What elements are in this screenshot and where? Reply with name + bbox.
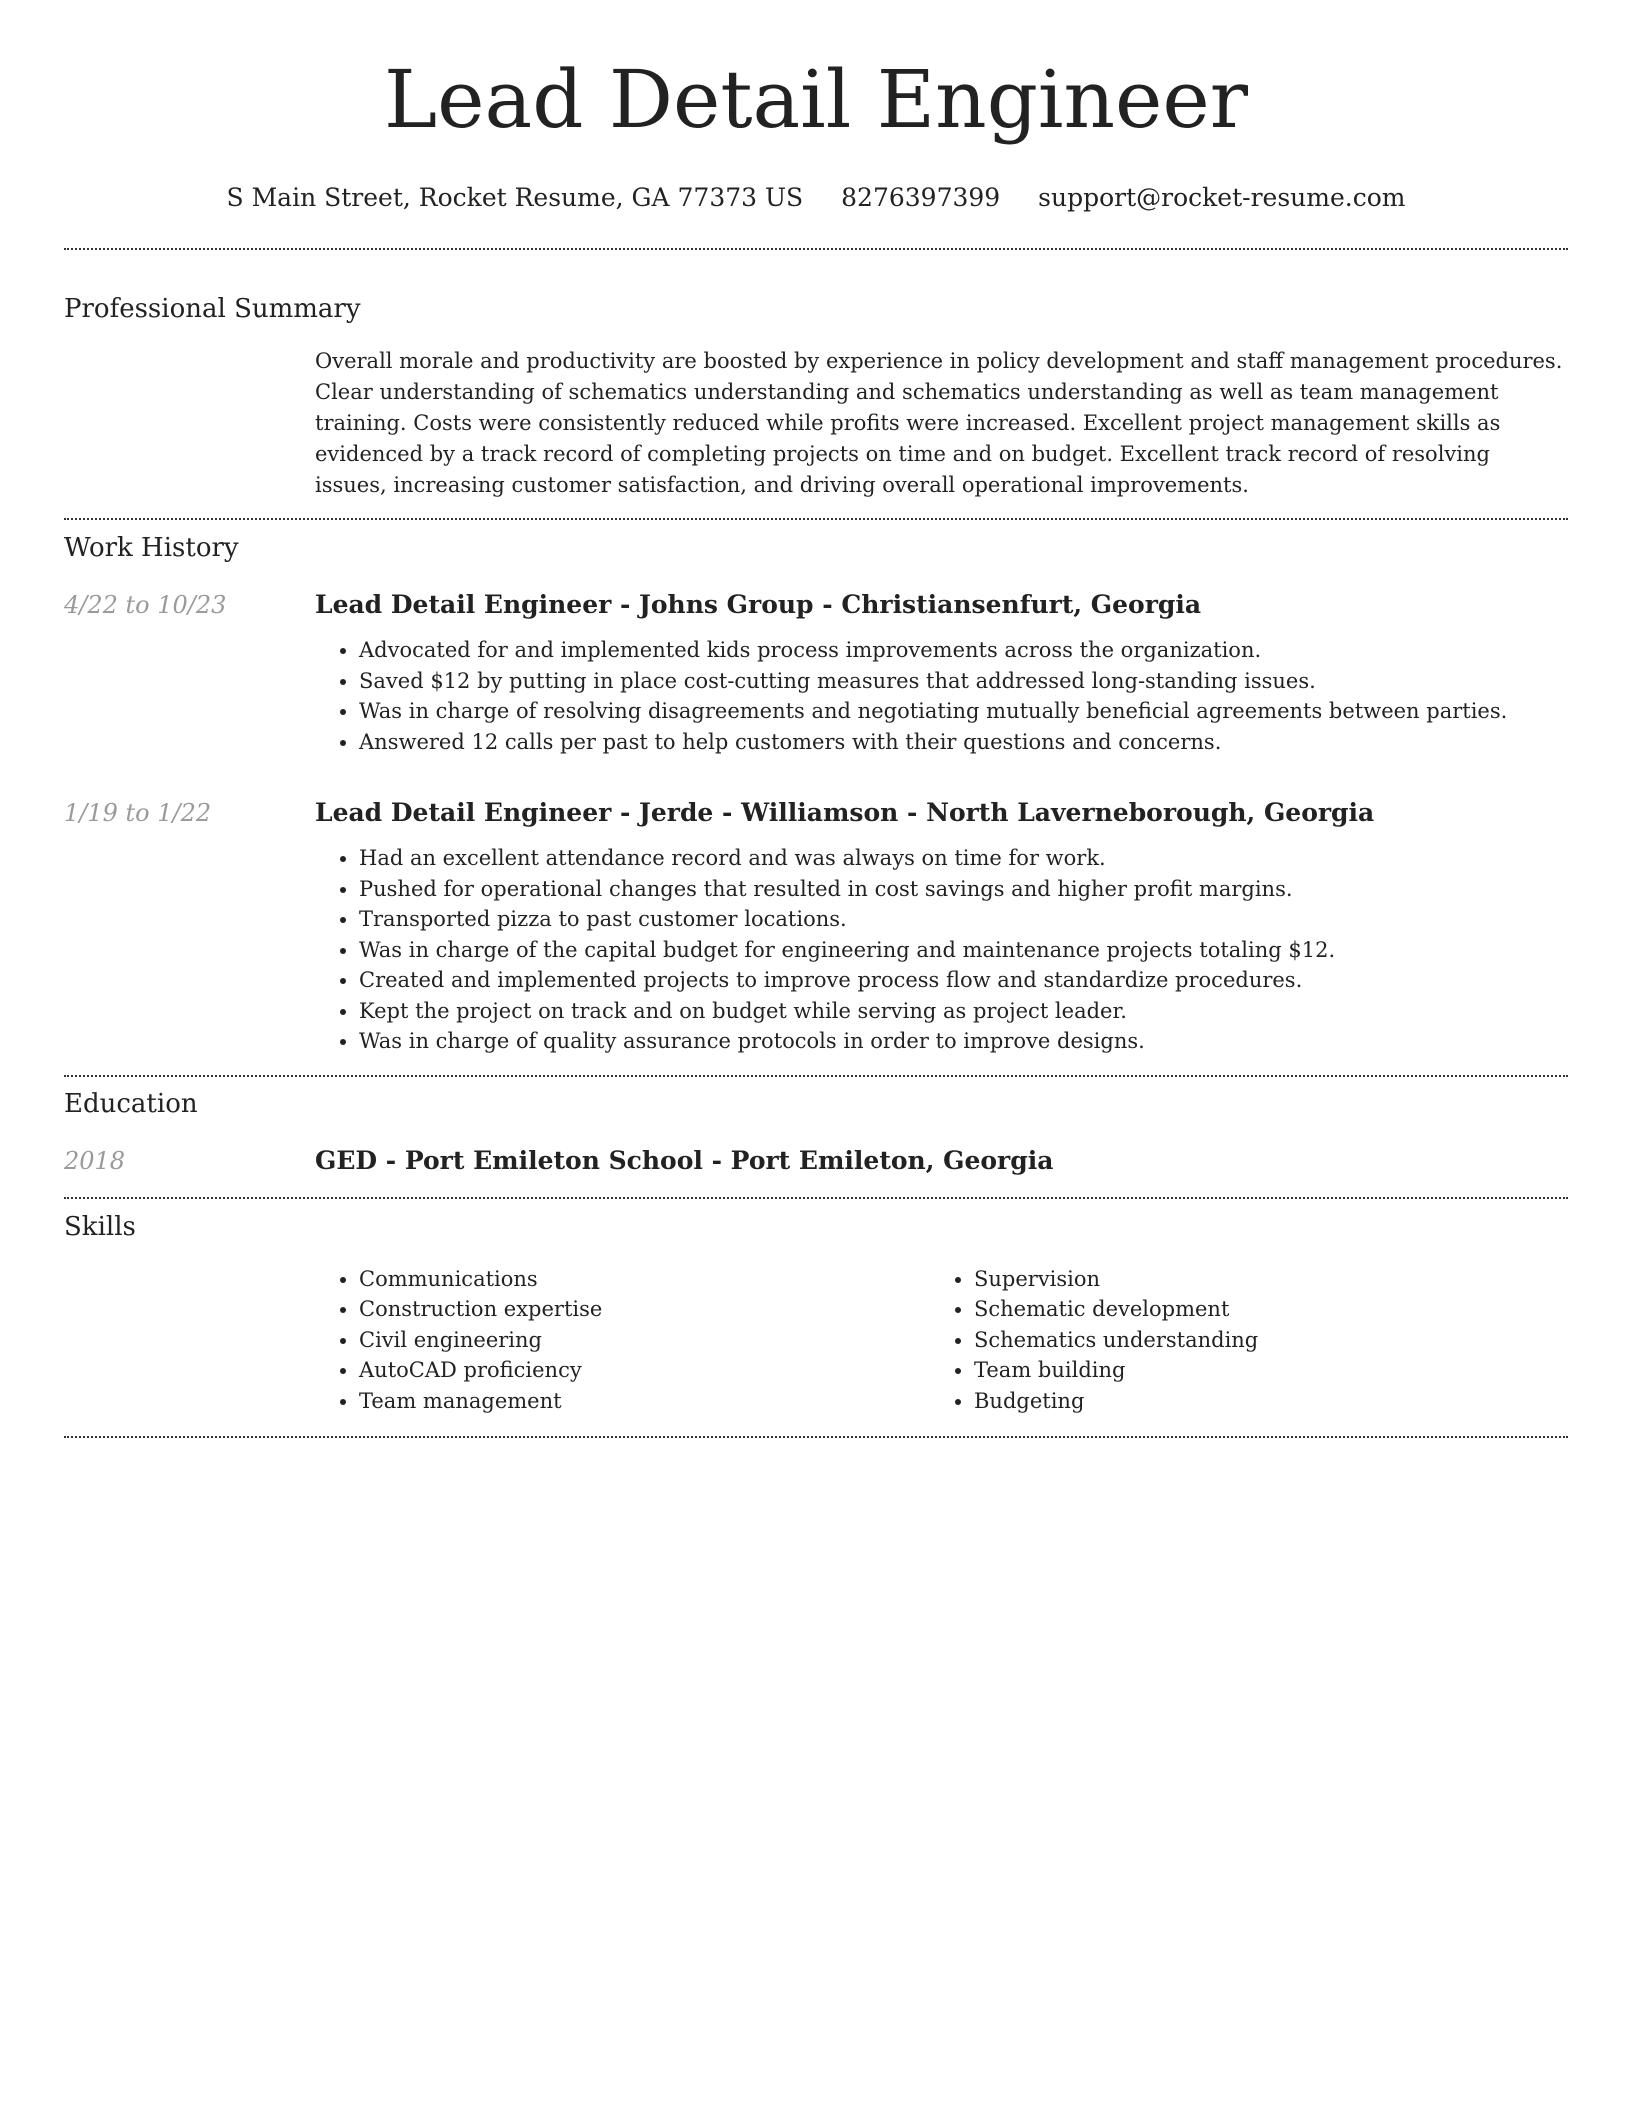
list-item: • Schematic development [974,1294,1545,1325]
list-item: • Pushed for operational changes that resulted in cost savings and higher profit margins. [359,874,1568,905]
work-entry-body [315,797,1568,1057]
list-item: • Answered 12 calls per past to help customers with their questions and concerns. [359,727,1568,758]
resume-page [64,0,1568,1438]
divider [64,248,1568,250]
list-item: • Communications [359,1264,930,1295]
list-item: • Was in charge of resolving disagreements and negotiating mutually beneficial agreements between parties. [359,696,1568,727]
section-title-summary: Professional Summary [64,294,361,324]
list-item: • Construction expertise [359,1294,930,1325]
list-item: • Team management [359,1386,930,1417]
work-entry-bullets [315,843,1568,1057]
skills-list-left [315,1264,930,1417]
list-item: • Schematics understanding [974,1325,1545,1356]
list-item: • Civil engineering [359,1325,930,1356]
divider [64,518,1568,520]
list-item: • Created and implemented projects to improve process flow and standardize procedures. [359,965,1568,996]
work-entry-body [315,589,1568,757]
work-entry [64,797,1568,1057]
divider [64,1436,1568,1438]
work-entry-dates: 1/19 to 1/22 [64,799,212,827]
section-title-skills: Skills [64,1211,136,1242]
work-entry-dates: 4/22 to 10/23 [64,591,227,619]
summary-text: Overall morale and productivity are boosted by experience in policy development and staff management procedures. Clear understanding of schematics understanding and schematics understanding as well as team management training. Costs were consistently reduced while profits were increased. Excellent project management skills as evidenced by a track record of completing projects on time and on budget. Excellent track record of resolving issues, increasing customer satisfaction, and driving overall operational improvements. [315,349,1563,497]
skills-column-left [315,1264,930,1417]
skills-grid [315,1264,1568,1417]
list-item: • Supervision [974,1264,1545,1295]
list-item: • Was in charge of the capital budget for engineering and maintenance projects totaling $12. [359,935,1568,966]
skills-column-right [930,1264,1545,1417]
contact-phone: 8276397399 [841,183,1001,212]
list-item: • Advocated for and implemented kids process improvements across the organization. [359,635,1568,666]
list-item: • Team building [974,1355,1545,1386]
education-entry [64,1145,1568,1177]
list-item: • Had an excellent attendance record and was always on time for work. [359,843,1568,874]
list-item: • Saved $12 by putting in place cost-cutting measures that addressed long-standing issues. [359,666,1568,697]
contact-email: support@rocket-resume.com [1038,183,1406,212]
list-item: • Kept the project on track and on budget while serving as project leader. [359,996,1568,1027]
list-item: • AutoCAD proficiency [359,1355,930,1386]
work-entry-heading: Lead Detail Engineer - Johns Group - Christiansenfurt, Georgia [315,590,1202,619]
work-entry-bullets [315,635,1568,757]
section-title-education: Education [64,1088,198,1119]
contact-address: S Main Street, Rocket Resume, GA 77373 US [226,183,804,212]
education-entry-heading: GED - Port Emileton School - Port Emileton, Georgia [315,1145,1054,1175]
education-entry-body [315,1145,1568,1177]
contact-line [64,182,1568,214]
divider [64,1075,1568,1077]
section-title-work-history: Work History [64,533,239,563]
education-entry-date: 2018 [64,1146,126,1175]
summary-body [315,346,1568,501]
list-item: • Transported pizza to past customer locations. [359,904,1568,935]
work-entry [64,589,1568,757]
resume-name: Lead Detail Engineer [384,53,1248,146]
divider [64,1197,1568,1199]
skills-list-right [930,1264,1545,1417]
list-item: • Budgeting [974,1386,1545,1417]
list-item: • Was in charge of quality assurance protocols in order to improve designs. [359,1026,1568,1057]
work-entry-heading: Lead Detail Engineer - Jerde - Williamson - North Laverneborough, Georgia [315,798,1375,827]
